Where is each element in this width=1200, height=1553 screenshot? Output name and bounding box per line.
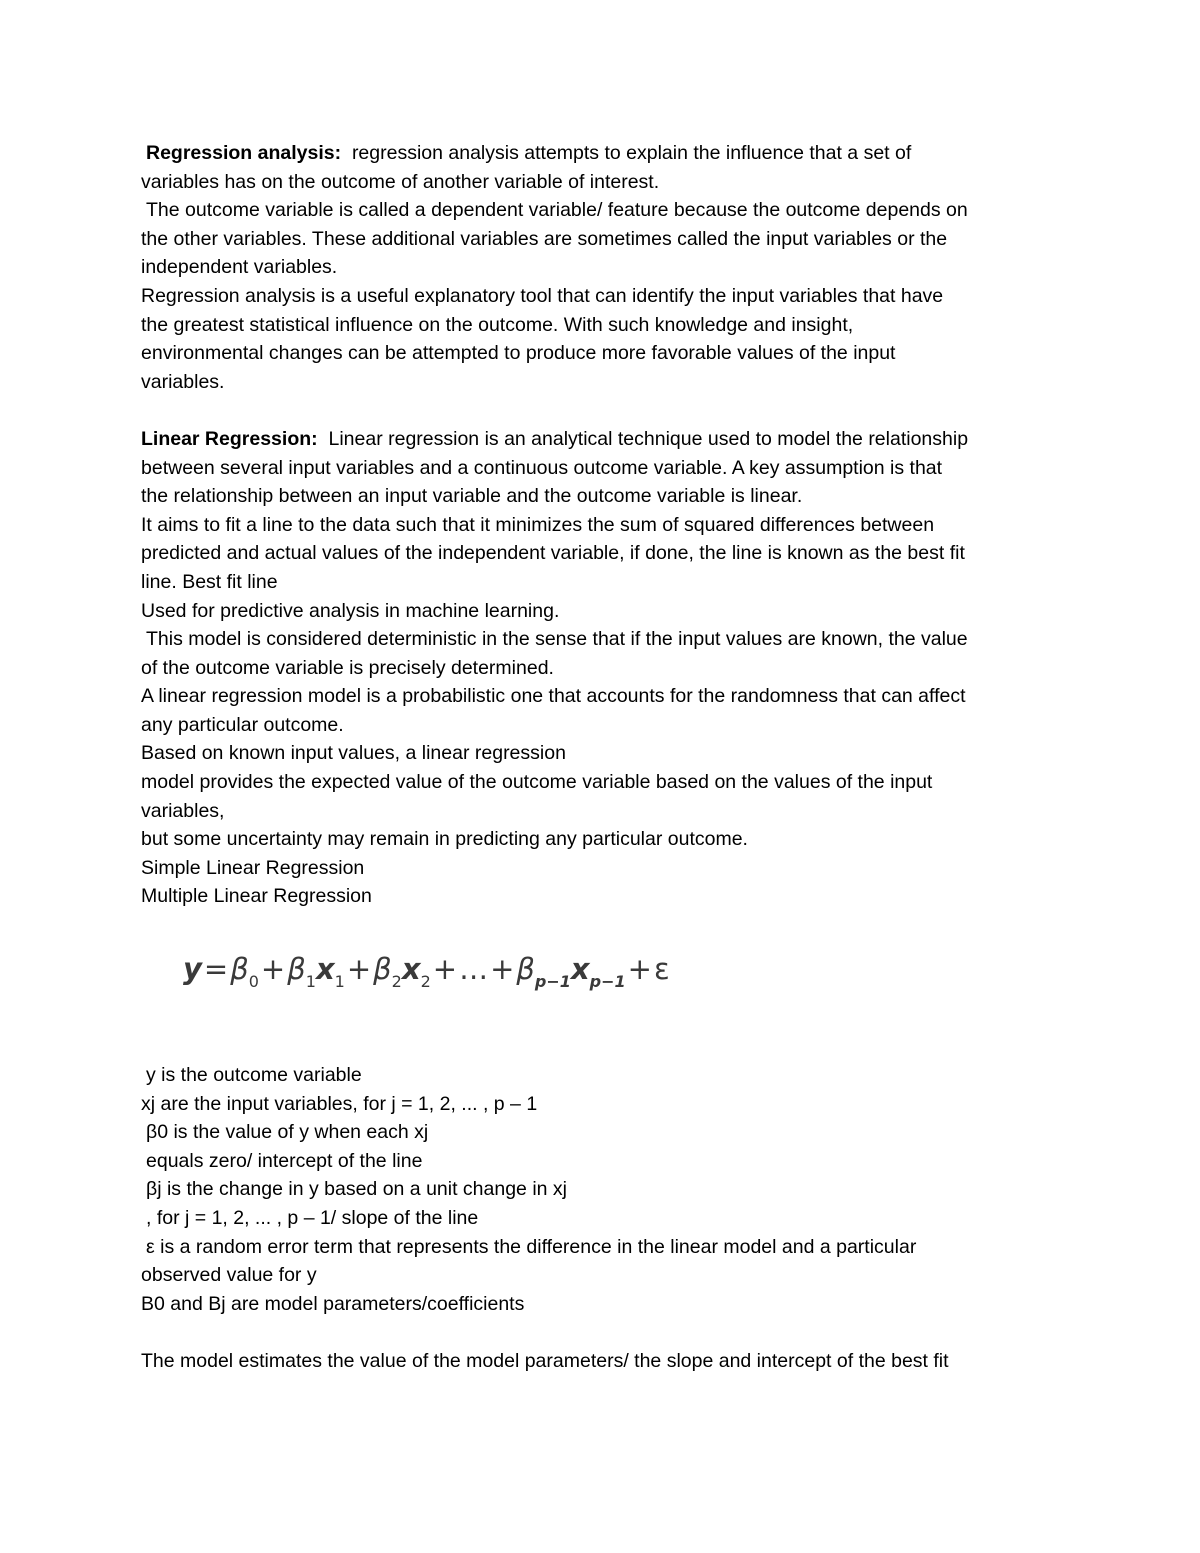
eq-sub: 2 (420, 972, 431, 992)
regression-equation (183, 949, 670, 1002)
linear-paragraph-line-1 (141, 425, 1071, 454)
text-line: line. Best fit line (141, 570, 278, 593)
text-line: Based on known input values, a linear regression (141, 742, 566, 765)
text-line: The outcome variable is called a dependent variable/ feature because the outcome depends on (146, 199, 968, 222)
text-line: between several input variables and a continuous outcome variable. A key assumption is that (141, 456, 943, 479)
text-line: A linear regression model is a probabilistic one that accounts for the randomness that can affect (141, 685, 966, 708)
eq-x: x (401, 952, 421, 987)
eq-sub: p−1 (534, 972, 571, 992)
text-line: Used for predictive analysis in machine learning. (141, 599, 560, 622)
regression-text: regression analysis attempts to explain the influence that a set of (351, 142, 912, 164)
eq-dots: … (459, 952, 489, 987)
text-line: variables has on the outcome of another variable of interest. (141, 170, 660, 193)
eq-sub: 2 (391, 972, 402, 992)
definition-line: B0 and Bj are model parameters/coefficients (141, 1292, 525, 1315)
text-line: environmental changes can be attempted to produce more favorable values of the input (141, 342, 896, 365)
text-line: independent variables. (141, 256, 338, 279)
eq-plus: + (260, 952, 286, 987)
linear-heading: Linear Regression: (141, 427, 318, 450)
eq-x: x (315, 952, 335, 987)
eq-plus: + (627, 952, 652, 987)
definition-line: The model estimates the value of the model parameters/ the slope and intercept of the best fit (141, 1349, 949, 1372)
text-line: but some uncertainty may remain in predicting any particular outcome. (141, 828, 748, 851)
eq-y: y (183, 952, 202, 987)
eq-sub: p−1 (589, 972, 626, 992)
definition-line: ε is a random error term that represents the difference in the linear model and a particular (146, 1235, 917, 1258)
document-page (141, 139, 1071, 1376)
eq-plus: + (432, 952, 458, 987)
eq-sub: 0 (248, 972, 259, 992)
text-line: This model is considered deterministic in the sense that if the input values are known, the value (146, 628, 968, 651)
regression-equation-block (141, 911, 1071, 1061)
definition-line: , for j = 1, 2, ... , p – 1/ slope of the line (146, 1207, 479, 1229)
text-line: of the outcome variable is precisely determined. (141, 656, 554, 679)
text-line: Regression analysis is a useful explanatory tool that can identify the input variables that have (141, 284, 944, 307)
eq-beta: β (287, 952, 306, 987)
text-line: predicted and actual values of the independent variable, if done, the line is known as the best fit (141, 542, 965, 565)
eq-beta: β (373, 952, 392, 987)
definition-line: β0 is the value of y when each xj (146, 1121, 429, 1144)
definition-line: xj are the input variables, for j = 1, 2, ... , p – 1 (141, 1092, 538, 1115)
definition-line: βj is the change in y based on a unit change in xj (146, 1178, 567, 1201)
regression-paragraph-line-1 (141, 139, 1071, 168)
text-line: the other variables. These additional variables are sometimes called the input variables or the (141, 227, 948, 250)
definition-line: observed value for y (141, 1264, 317, 1287)
text-line: It aims to fit a line to the data such that it minimizes the sum of squared differences between (141, 513, 935, 536)
blank-line (141, 1318, 1071, 1347)
eq-sub: 1 (334, 972, 345, 992)
eq-plus: + (346, 952, 372, 987)
eq-plus: + (490, 952, 515, 987)
eq-equals: = (203, 952, 229, 987)
eq-beta: β (516, 952, 535, 987)
text-line: model provides the expected value of the outcome variable based on the values of the input (141, 771, 933, 794)
blank-line (141, 396, 1071, 425)
eq-x: x (570, 952, 590, 987)
text-line: variables. (141, 370, 225, 393)
text-line: Multiple Linear Regression (141, 885, 372, 908)
definition-line: y is the outcome variable (146, 1064, 362, 1087)
text-line: variables, (141, 799, 225, 822)
definition-line: equals zero/ intercept of the line (146, 1149, 423, 1172)
text-line: the relationship between an input variable and the outcome variable is linear. (141, 485, 803, 508)
text-line: any particular outcome. (141, 713, 344, 736)
text-line: the greatest statistical influence on the outcome. With such knowledge and insight, (141, 313, 854, 336)
linear-text: Linear regression is an analytical technique used to model the relationship (328, 427, 969, 450)
eq-sub: 1 (305, 972, 316, 992)
regression-heading: Regression analysis: (146, 142, 342, 164)
text-line: Simple Linear Regression (141, 856, 365, 879)
eq-beta: β (230, 952, 249, 987)
eq-epsilon: ε (653, 952, 670, 987)
